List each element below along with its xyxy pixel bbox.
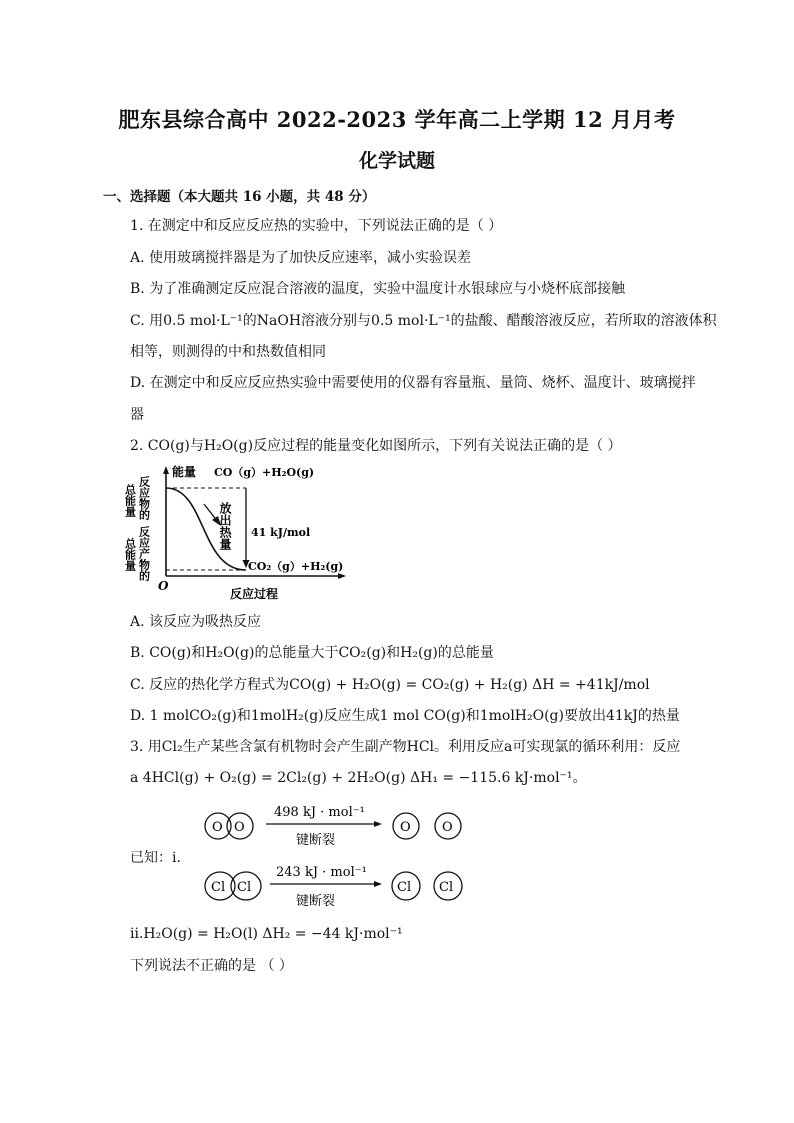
page-subtitle: 化学试题 bbox=[358, 150, 435, 172]
q3-stem: 3. 用Cl₂生产某些含氯有机物时会产生副产物HCl。利用反应a可实现氯的循环利用：反应 bbox=[130, 739, 681, 755]
cl-atom: Cl bbox=[211, 880, 226, 895]
o2-bond-break-diagram bbox=[200, 800, 470, 856]
q3-known-ii: ⅱ.H₂O(g) = H₂O(l) ΔH₂ = −44 kJ·mol⁻¹ bbox=[130, 926, 403, 942]
q3-equation: a 4HCl(g) + O₂(g) = 2Cl₂(g) + 2H₂O(g) ΔH₁ = −115.6 kJ·mol⁻¹。 bbox=[130, 770, 587, 786]
product-label: 反应产物的 bbox=[137, 526, 151, 581]
q1-option-a: A. 使用玻璃搅拌器是为了加快反应速率，减小实验误差 bbox=[130, 250, 472, 266]
o2-arrow-head bbox=[374, 821, 382, 827]
o2-bond-label: 键断裂 bbox=[296, 833, 336, 848]
q1-option-c: C. 用0.5 mol·L⁻¹的NaOH溶液分别与0.5 mol·L⁻¹的盐酸、醋酸溶液反应，若所取的溶液体积 bbox=[130, 313, 717, 329]
cl-atom: Cl bbox=[397, 880, 412, 895]
y-axis-arrow bbox=[163, 466, 169, 474]
o-atom: O bbox=[212, 820, 223, 835]
cl2-bond-break-diagram bbox=[200, 858, 470, 918]
x-axis-arrow bbox=[338, 573, 346, 579]
q1-option-d: D. 在测定中和反应反应热实验中需要使用的仪器有容量瓶、量筒、烧杯、温度计、玻璃搅拌 bbox=[130, 375, 696, 391]
cl2-arrow-head bbox=[374, 881, 382, 887]
q1-stem: 1. 在测定中和反应反应热的实验中，下列说法正确的是（ ） bbox=[130, 218, 503, 234]
cl-atom: Cl bbox=[237, 880, 252, 895]
cl2-bond-energy: 243 kJ · mol⁻¹ bbox=[276, 865, 367, 880]
page-title: 肥东县综合高中 2022-2023 学年高二上学期 12 月月考 bbox=[118, 107, 676, 132]
q3-known-label: 已知：ⅰ. bbox=[130, 850, 181, 866]
cl-atom: Cl bbox=[439, 880, 454, 895]
energy-curve bbox=[166, 488, 246, 570]
reactant-total-label: 总能量 bbox=[123, 484, 137, 517]
origin-label: O bbox=[158, 579, 169, 593]
q3-ask: 下列说法不正确的是 （ ） bbox=[130, 958, 293, 974]
q2-option-a: A. 该反应为吸热反应 bbox=[130, 614, 262, 630]
o2-bond-energy: 498 kJ · mol⁻¹ bbox=[274, 805, 365, 820]
reactant-species: CO（g）+H₂O(g) bbox=[214, 466, 315, 479]
heat-value: 41 kJ/mol bbox=[251, 526, 311, 539]
product-total-label: 总能量 bbox=[123, 538, 137, 571]
q1-option-c-cont: 相等，则测得的中和热数值相同 bbox=[130, 344, 326, 360]
o-atom: O bbox=[442, 820, 453, 835]
product-species: CO₂（g）+H₂(g) bbox=[248, 560, 344, 573]
y-axis-label: 能量 bbox=[172, 465, 197, 479]
cl2-bond-label: 键断裂 bbox=[296, 894, 336, 909]
o-atom: O bbox=[234, 820, 245, 835]
q1-option-b: B. 为了准确测定反应混合溶液的温度，实验中温度计水银球应与小烧杯底部接触 bbox=[130, 281, 626, 297]
q2-option-c: C. 反应的热化学方程式为CO(g) + H₂O(g) = CO₂(g) + H₂(g) ΔH = +41kJ/mol bbox=[130, 677, 650, 693]
energy-diagram bbox=[123, 462, 348, 604]
q1-option-d-cont: 器 bbox=[130, 407, 144, 423]
q2-stem: 2. CO(g)与H₂O(g)反应过程的能量变化如图所示，下列有关说法正确的是（ ） bbox=[130, 438, 622, 454]
reactant-label: 反应物的 bbox=[137, 476, 151, 520]
section-heading: 一、选择题（本大题共 16 小题，共 48 分） bbox=[103, 189, 376, 205]
q2-option-b: B. CO(g)和H₂O(g)的总能量大于CO₂(g)和H₂(g)的总能量 bbox=[130, 645, 494, 661]
q2-option-d: D. 1 molCO₂(g)和1molH₂(g)反应生成1 mol CO(g)和1molH₂O(g)要放出41kJ的热量 bbox=[130, 708, 680, 724]
heat-label: 放出热量 bbox=[218, 502, 232, 550]
x-axis-label: 反应过程 bbox=[230, 587, 279, 601]
o-atom: O bbox=[400, 820, 411, 835]
